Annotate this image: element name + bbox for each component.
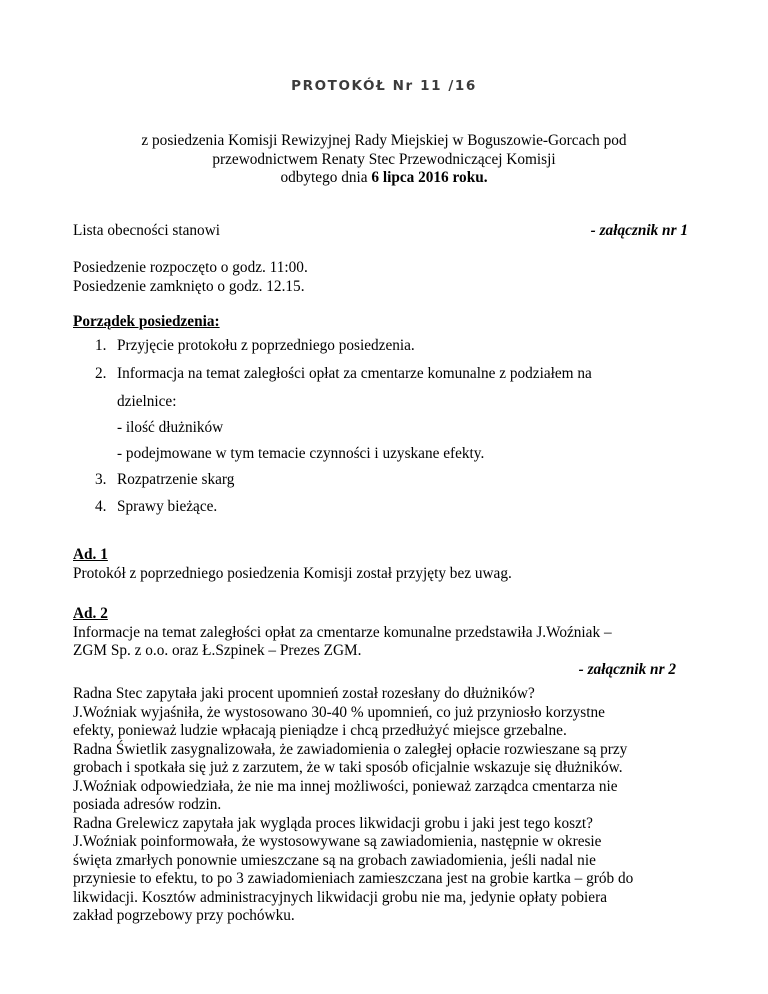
document-title: PROTOKÓŁ Nr 11 /16	[291, 78, 477, 94]
attendance-label: Lista obecności stanowi	[73, 222, 220, 239]
attendance-row	[73, 222, 688, 240]
ad2-section	[73, 605, 688, 679]
session-times	[73, 259, 695, 296]
session-start: Posiedzenie rozpoczęto o godz. 11:00.	[73, 259, 308, 276]
ad2-line-2: ZGM Sp. z o.o. oraz Ł.Szpinek – Prezes ZGM.	[73, 642, 362, 659]
ad1-text: Protokół z poprzedniego posiedzenia Komisji został przyjęty bez uwag.	[73, 564, 512, 582]
ad1-heading: Ad. 1	[73, 546, 108, 563]
intro-paragraph	[80, 132, 688, 188]
discussion-line: święta zmarłych ponownie umieszczane są na grobach zawiadomienia, jeśli nadal nie	[73, 851, 596, 869]
intro-date-prefix: odbytego dnia	[280, 169, 372, 186]
agenda-item-2	[95, 365, 592, 383]
ad1-section	[73, 546, 695, 583]
discussion-line: efekty, ponieważ ludzie wpłacają pieniądze i chcą przedłużyć miejsce grzebalne.	[73, 722, 567, 739]
discussion-line: J.Woźniak odpowiedziała, że nie ma innej możliwości, ponieważ zarządca cmentarza nie	[73, 777, 618, 795]
discussion-paragraph	[73, 685, 688, 926]
agenda-item-text: Przyjęcie protokołu z poprzedniego posiedzenia.	[117, 337, 415, 354]
discussion-line: J.Woźniak wyjaśniła, że wystosowano 30-40 % upomnień, co już przyniosło korzystne	[73, 703, 605, 721]
discussion-line: przyniesie to efektu, to po 3 zawiadomieniach zamieszczana jest na grobie kartka – grób do	[73, 870, 634, 887]
agenda-item-1	[95, 337, 415, 355]
intro-line-3	[80, 169, 688, 188]
intro-date: 6 lipca 2016 roku.	[371, 169, 488, 186]
discussion-line: posiada adresów rodzin.	[73, 796, 222, 813]
session-end: Posiedzenie zamknięto o godz. 12.15.	[73, 277, 305, 295]
agenda-item-4	[95, 498, 217, 516]
discussion-line: J.Woźniak poinformowała, że wystosowywane są zawiadomienia, następnie w okresie	[73, 833, 602, 850]
agenda-item-2-continuation: dzielnice:	[117, 393, 177, 410]
agenda-item-text: Sprawy bieżące.	[117, 498, 218, 515]
ad2-annex: - załącznik nr 2	[578, 660, 676, 678]
discussion-line: likwidacji. Kosztów administracyjnych likwidacji grobu nie ma, jedynie opłaty pobiera	[73, 888, 607, 906]
agenda-item-2-sub-1: - ilość dłużników	[117, 419, 224, 436]
agenda-item-number: 2.	[95, 365, 107, 382]
ad2-line-1: Informacje na temat zaległości opłat za cmentarze komunalne przedstawiła J.Woźniak –	[73, 623, 612, 641]
intro-line-2: przewodnictwem Renaty Stec Przewodniczącej Komisji	[212, 150, 556, 168]
agenda-item-text: Rozpatrzenie skarg	[117, 471, 235, 488]
agenda-item-number: 1.	[95, 337, 107, 354]
agenda-item-3	[95, 471, 234, 489]
agenda-heading	[73, 313, 695, 332]
agenda-heading-text: Porządek posiedzenia:	[73, 313, 220, 330]
attendance-annex: - załącznik nr 1	[590, 222, 688, 239]
intro-line-1: z posiedzenia Komisji Rewizyjnej Rady Miejskiej w Boguszowie-Gorcach pod	[141, 132, 627, 149]
discussion-line: Radna Grelewicz zapytała jak wygląda proces likwidacji grobu i jaki jest tego koszt?	[73, 814, 593, 832]
ad2-heading: Ad. 2	[73, 605, 108, 622]
agenda-item-2-sub-2: - podejmowane w tym temacie czynności i uzyskane efekty.	[117, 445, 485, 462]
discussion-line: Radna Stec zapytała jaki procent upomnień został rozesłany do dłużników?	[73, 685, 535, 702]
agenda-item-text: Informacja na temat zaległości opłat za cmentarze komunalne z podziałem na	[117, 365, 592, 382]
discussion-line: grobach i spotkała się już z zarzutem, że w taki sposób oficjalnie wskazuje się dłużników.	[73, 759, 623, 776]
discussion-line: zakład pogrzebowy przy pochówku.	[73, 907, 295, 924]
discussion-line: Radna Świetlik zasygnalizowała, że zawiadomienia o zaległej opłacie rozwieszane są przy	[73, 740, 628, 758]
agenda-item-number: 4.	[95, 498, 107, 515]
agenda-item-number: 3.	[95, 471, 107, 488]
